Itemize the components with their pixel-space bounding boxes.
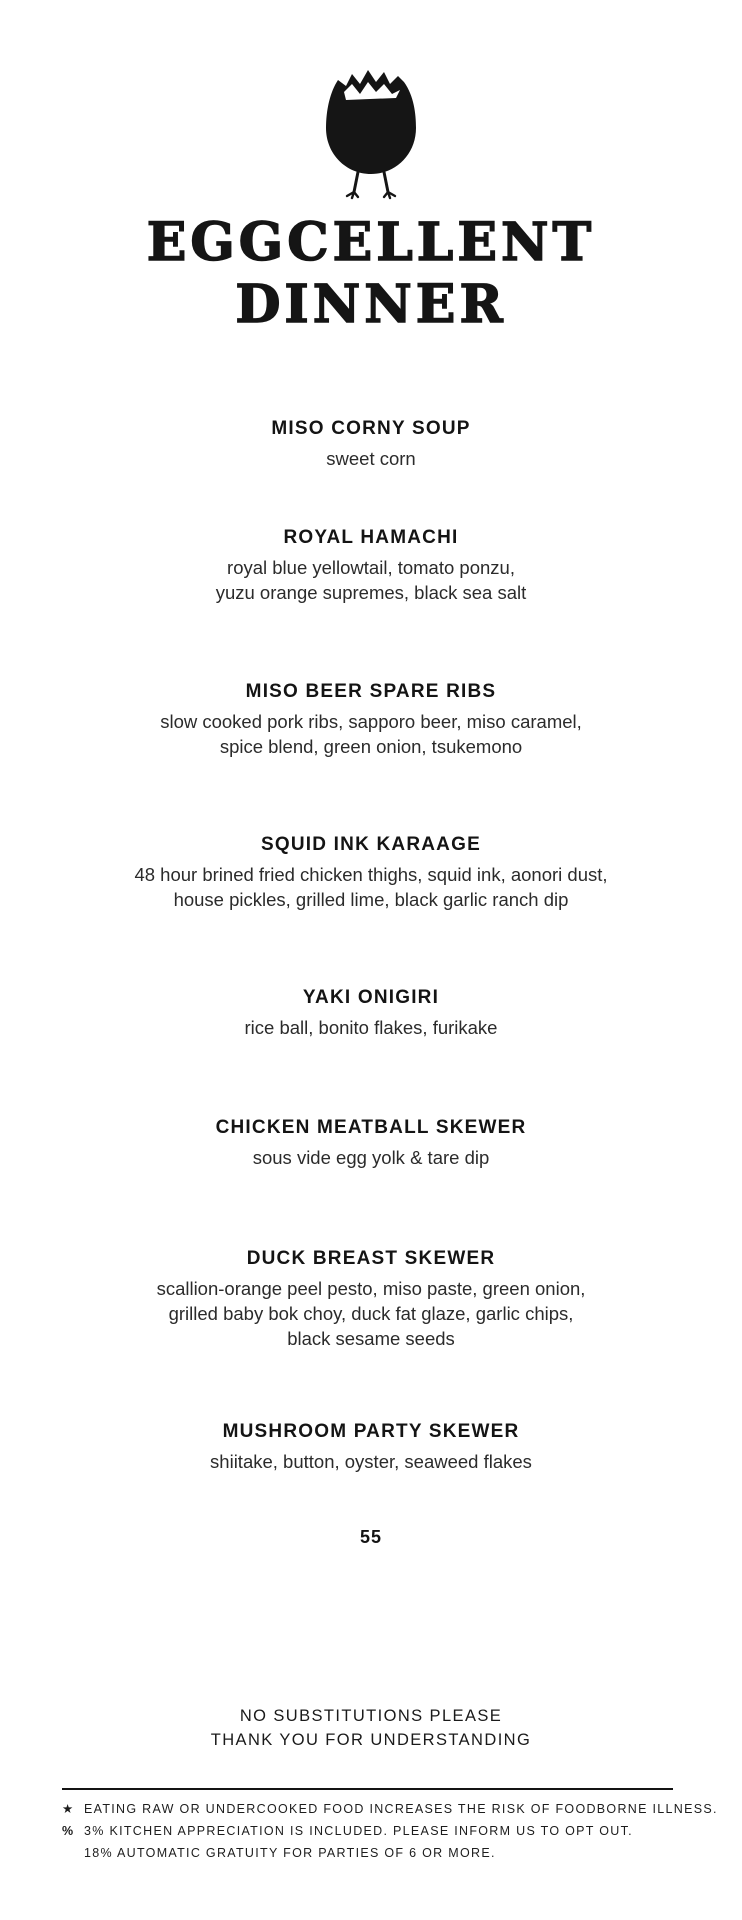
item-desc-line: scallion-orange peel pesto, miso paste, green onion, [156, 1278, 586, 1299]
menu-price: 55 [359, 1527, 383, 1547]
item-desc-line: sous vide egg yolk & tare dip [252, 1147, 490, 1168]
item-description [60, 1449, 682, 1474]
item-desc-line: slow cooked pork ribs, sapporo beer, miso caramel, [160, 711, 582, 732]
item-name: ROYAL HAMACHI [283, 527, 459, 548]
item-description [60, 1015, 682, 1040]
item-description [60, 862, 682, 912]
item-name: MUSHROOM PARTY SKEWER [222, 1421, 520, 1442]
title-line-1: EGGCELLENT [146, 212, 596, 273]
item-desc-line: black sesame seeds [287, 1328, 455, 1349]
menu-item [60, 832, 682, 912]
item-desc-line: spice blend, green onion, tsukemono [219, 736, 523, 757]
item-desc-line: yuzu orange supremes, black sea salt [215, 582, 527, 603]
menu-item [60, 679, 682, 759]
item-name: CHICKEN MEATBALL SKEWER [215, 1117, 527, 1138]
page-title [0, 212, 742, 336]
item-description [60, 1145, 682, 1170]
substitution-notice [0, 1704, 742, 1752]
footnote-text: EATING RAW OR UNDERCOOKED FOOD INCREASES THE RISK OF FOODBORNE ILLNESS. [84, 1802, 718, 1816]
menu-item [60, 1419, 682, 1474]
item-description [60, 709, 682, 759]
menu-item [60, 985, 682, 1040]
item-desc-line: royal blue yellowtail, tomato ponzu, [227, 557, 515, 578]
menu-item [60, 416, 682, 471]
footnote-text: 18% AUTOMATIC GRATUITY FOR PARTIES OF 6 OR MORE. [84, 1846, 496, 1860]
menu-item [60, 1246, 682, 1351]
item-desc-line: grilled baby bok choy, duck fat glaze, garlic chips, [168, 1303, 574, 1324]
item-desc-line: 48 hour brined fried chicken thighs, squid ink, aonori dust, [134, 864, 608, 885]
item-description [60, 555, 682, 605]
logo [0, 62, 742, 202]
footnote-text: 3% KITCHEN APPRECIATION IS INCLUDED. PLEASE INFORM US TO OPT OUT. [84, 1824, 633, 1838]
footer-divider [62, 1788, 673, 1790]
item-desc-line: shiitake, button, oyster, seaweed flakes [210, 1451, 532, 1472]
percent-icon: % [62, 1824, 75, 1838]
star-icon: ★ [62, 1802, 75, 1816]
egg-with-legs-icon [316, 62, 426, 202]
item-name: DUCK BREAST SKEWER [246, 1248, 496, 1269]
footnote-row [62, 1798, 718, 1820]
footnote-row [62, 1842, 702, 1864]
item-desc-line: sweet corn [326, 448, 416, 469]
item-name: YAKI ONIGIRI [302, 987, 440, 1008]
notice-line: NO SUBSTITUTIONS PLEASE [239, 1707, 503, 1725]
item-name: MISO CORNY SOUP [271, 418, 471, 439]
item-description [60, 1276, 682, 1351]
item-desc-line: rice ball, bonito flakes, furikake [244, 1017, 498, 1038]
footnotes [62, 1798, 718, 1864]
item-name: SQUID INK KARAAGE [261, 834, 481, 855]
menu-item [60, 1115, 682, 1170]
title-line-2: DINNER [235, 274, 507, 335]
footnote-row [62, 1820, 702, 1842]
menu-item [60, 525, 682, 605]
item-name: MISO BEER SPARE RIBS [245, 681, 497, 702]
item-desc-line: house pickles, grilled lime, black garlic ranch dip [173, 889, 569, 910]
notice-line: THANK YOU FOR UNDERSTANDING [210, 1731, 532, 1749]
item-description [60, 446, 682, 471]
